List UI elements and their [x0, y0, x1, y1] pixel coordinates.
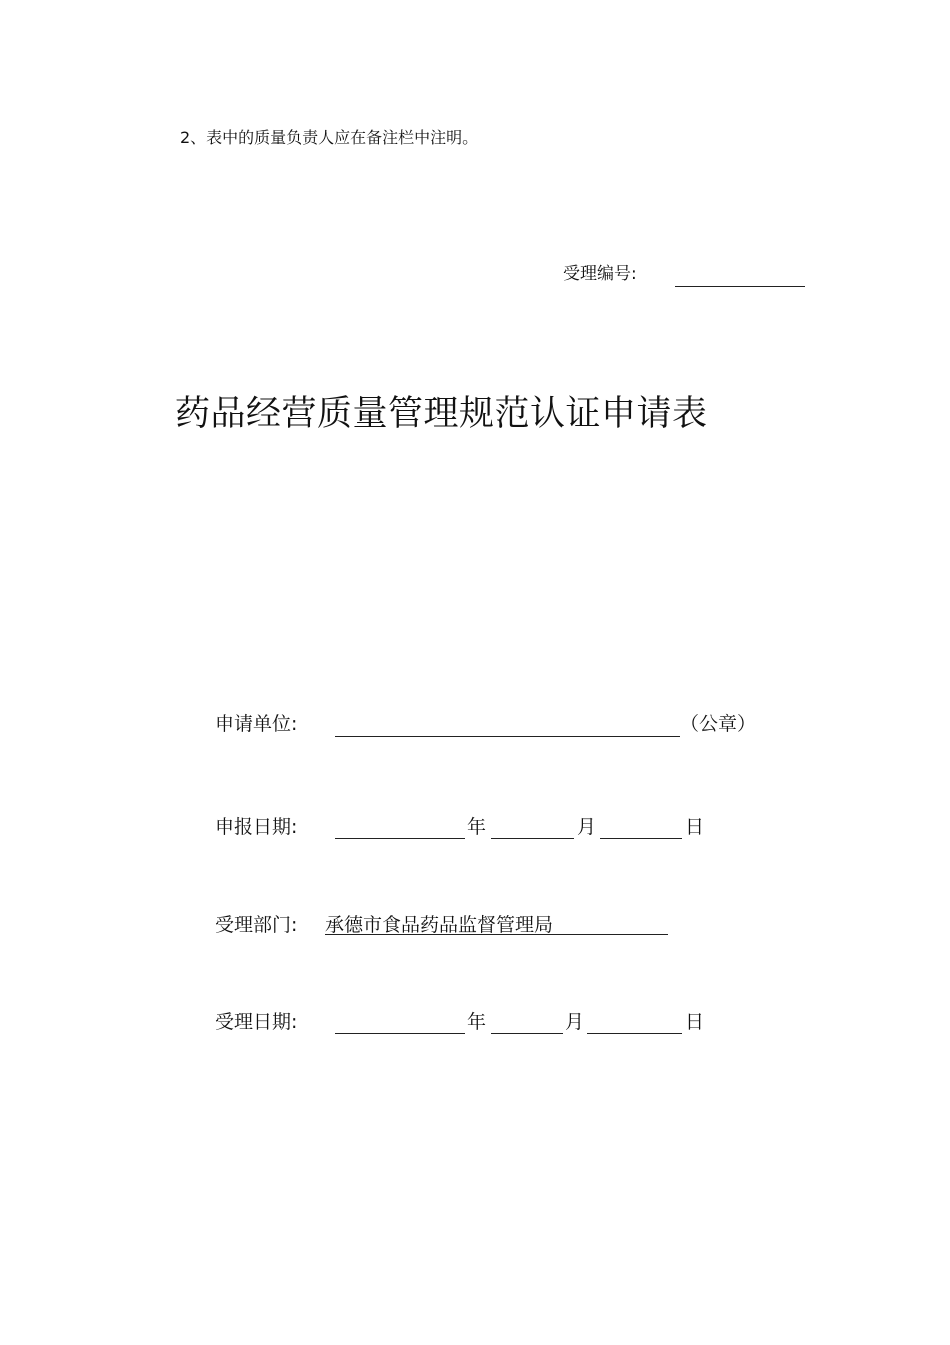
page-title: 药品经营质量管理规范认证申请表: [175, 394, 708, 434]
accept-month-blank: [491, 1033, 563, 1034]
report-date-label: 申报日期:: [215, 816, 298, 838]
accept-department-label: 受理部门:: [215, 914, 298, 936]
accept-month-unit: 月: [565, 1011, 585, 1033]
report-month-unit: 月: [577, 816, 597, 838]
applicant-label: 申请单位:: [215, 713, 298, 735]
official-seal-note: （公章）: [680, 713, 757, 735]
report-day-unit: 日: [685, 816, 705, 838]
acceptance-number-blank: [675, 286, 805, 287]
accept-day-blank: [587, 1033, 682, 1034]
report-day-blank: [600, 838, 682, 839]
accept-department-value: 承德市食品药品监督管理局: [325, 914, 554, 936]
accept-department-underline: [325, 934, 668, 935]
report-month-blank: [491, 838, 574, 839]
acceptance-number-label: 受理编号:: [563, 264, 637, 284]
report-year-unit: 年: [467, 816, 487, 838]
accept-day-unit: 日: [685, 1011, 705, 1033]
accept-date-label: 受理日期:: [215, 1011, 298, 1033]
accept-year-unit: 年: [467, 1011, 487, 1033]
applicant-blank: [335, 736, 680, 737]
accept-year-blank: [335, 1033, 465, 1034]
report-year-blank: [335, 838, 465, 839]
footnote-text: 2、表中的质量负责人应在备注栏中注明。: [180, 128, 479, 147]
